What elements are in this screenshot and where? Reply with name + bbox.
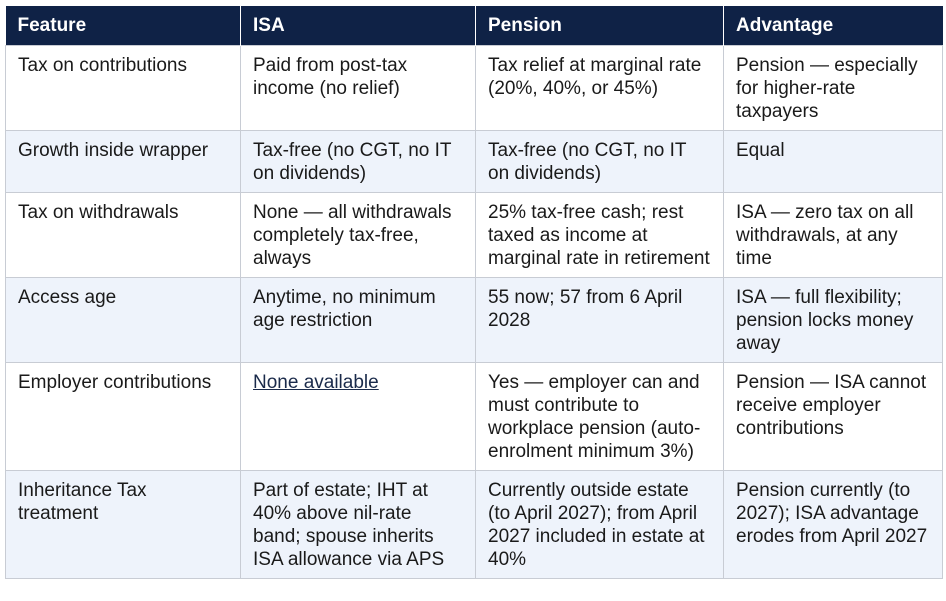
- table-row: [6, 193, 943, 278]
- cell-isa: Paid from post-tax income (no relief): [241, 46, 476, 131]
- cell-advantage: ISA — zero tax on all withdrawals, at any time: [724, 193, 943, 278]
- cell-feature: Tax on contributions: [6, 46, 241, 131]
- cell-pension: 55 now; 57 from 6 April 2028: [476, 278, 724, 363]
- cell-isa: None — all withdrawals completely tax-free, always: [241, 193, 476, 278]
- cell-feature: Tax on withdrawals: [6, 193, 241, 278]
- cell-pension: Currently outside estate (to April 2027); from April 2027 included in estate at 40%: [476, 471, 724, 579]
- header-advantage: Advantage: [724, 6, 943, 46]
- cell-feature: Employer contributions: [6, 363, 241, 471]
- cell-isa: Anytime, no minimum age restriction: [241, 278, 476, 363]
- header-feature: Feature: [6, 6, 241, 46]
- table-row: [6, 363, 943, 471]
- cell-pension: Tax-free (no CGT, no IT on dividends): [476, 131, 724, 193]
- cell-pension: 25% tax-free cash; rest taxed as income at marginal rate in retirement: [476, 193, 724, 278]
- table-row: [6, 131, 943, 193]
- cell-advantage: Pension — especially for higher-rate taxpayers: [724, 46, 943, 131]
- header-pension: Pension: [476, 6, 724, 46]
- cell-feature: Growth inside wrapper: [6, 131, 241, 193]
- cell-feature: Inheritance Tax treatment: [6, 471, 241, 579]
- table-row: [6, 46, 943, 131]
- table-row: [6, 278, 943, 363]
- comparison-table-container: [5, 6, 942, 579]
- none-available-link[interactable]: None available: [253, 372, 379, 393]
- cell-pension: Yes — employer can and must contribute to workplace pension (auto-enrolment minimum 3%): [476, 363, 724, 471]
- cell-feature: Access age: [6, 278, 241, 363]
- cell-isa: Tax-free (no CGT, no IT on dividends): [241, 131, 476, 193]
- cell-pension: Tax relief at marginal rate (20%, 40%, or 45%): [476, 46, 724, 131]
- isa-vs-pension-table: [5, 6, 943, 579]
- header-isa: ISA: [241, 6, 476, 46]
- cell-advantage: ISA — full flexibility; pension locks money away: [724, 278, 943, 363]
- cell-isa: [241, 363, 476, 471]
- cell-isa: Part of estate; IHT at 40% above nil-rate band; spouse inherits ISA allowance via APS: [241, 471, 476, 579]
- cell-advantage: Pension — ISA cannot receive employer contributions: [724, 363, 943, 471]
- cell-advantage: Pension currently (to 2027); ISA advantage erodes from April 2027: [724, 471, 943, 579]
- cell-advantage: Equal: [724, 131, 943, 193]
- table-row: [6, 471, 943, 579]
- header-row: [6, 6, 943, 46]
